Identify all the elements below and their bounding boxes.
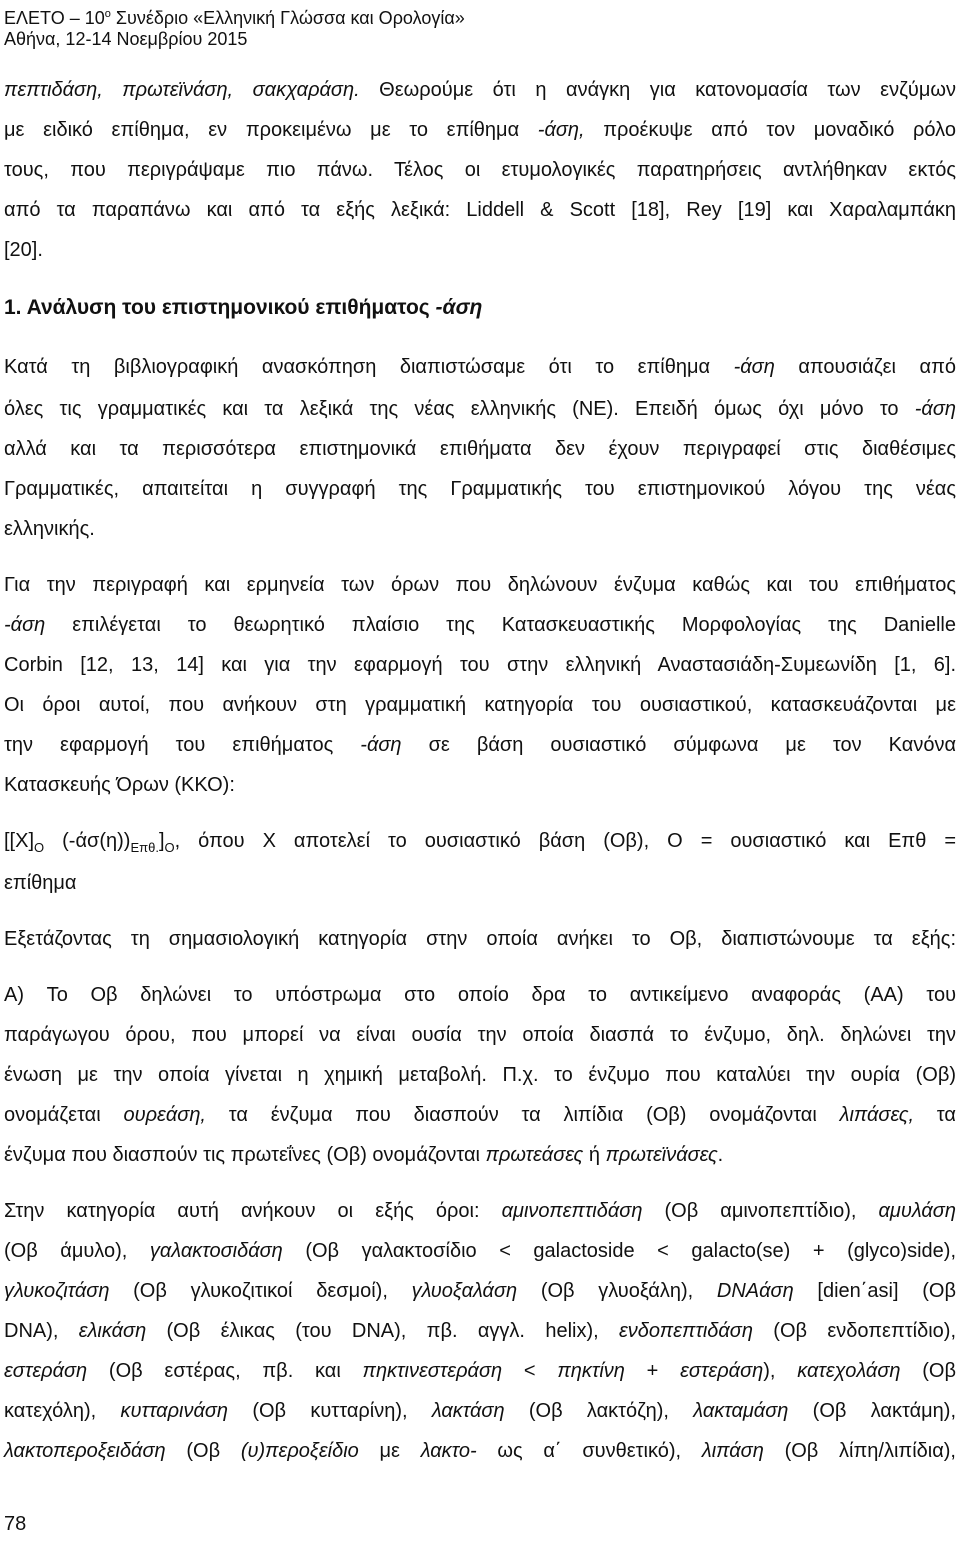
text-line: Κατασκευής Όρων (ΚΚΟ):: [4, 774, 235, 796]
text-line: την εφαρμογή του επιθήματος -άση σε βάση ουσιαστικό σύμφωνα με τον Κανόνα: [4, 734, 957, 756]
text-line: όλες τις γραμματικές και τα λεξικά της νέας ελληνικής (ΝΕ). Επειδή όμως όχι μόνο το -άση: [4, 398, 956, 420]
text-line: Κατά τη βιβλιογραφική ανασκόπηση διαπιστώσαμε ότι το επίθημα -άση απουσιάζει από: [4, 356, 956, 378]
text-line: Corbin [12, 13, 14] και για την εφαρμογή του στην ελληνική Αναστασιάδη-Συμεωνίδη [1, 6].: [4, 654, 956, 676]
text-line: παράγωγου όρου, που μπορεί να είναι ουσία την οποία διασπά το ένζυμο, δηλ. δηλώνει την: [4, 1024, 956, 1046]
text-line: επίθημα: [4, 872, 77, 894]
text-line: λακτοπεροξειδάση (Οβ (υ)περοξείδιο με λακτο- ως α΄ συνθετικό), λιπάση (Οβ λίπη/λιπίδια),: [4, 1440, 956, 1462]
text-line: Στην κατηγορία αυτή ανήκουν οι εξής όροι: αμινοπεπτιδάση (Οβ αμινοπεπτίδιο), αμυλάση: [4, 1200, 956, 1222]
text-line: DNA), ελικάση (Οβ έλικας (του DNA), πβ. αγγλ. helix), ενδοπεπτιδάση (Οβ ενδοπεπτίδιο),: [4, 1320, 957, 1342]
conference-title: ΕΛΕΤΟ – $10^o$ Συνέδριο «Ελληνική Γλώσσα και Ορολογία»: [4, 8, 465, 28]
page-number: 78: [4, 1513, 27, 1535]
text-line: εστεράση (Οβ εστέρας, πβ. και πηκτινεστεράση < πηκτίνη + εστεράση), κατεχολάση (Οβ: [4, 1360, 956, 1382]
text-line: ελληνικής.: [4, 518, 95, 540]
text-line: ένζυμα που διασπούν τις πρωτεΐνες (Οβ) ονομάζονται πρωτεάσες ή πρωτεϊνάσες.: [4, 1144, 724, 1166]
conference-date: Αθήνα, 12-14 Νοεμβρίου 2015: [4, 29, 248, 49]
text-line: [20].: [4, 239, 43, 261]
page-header: [4, 4, 465, 50]
text-line: ονομάζεται ουρεάση, τα ένζυμα που διασπούν τα λιπίδια (Οβ) ονομάζονται λιπάσες, τα: [4, 1104, 956, 1126]
text-line: Γραμματικές, απαιτείται η συγγραφή της Γραμματικής του επιστημονικού λόγου της νέας: [4, 478, 956, 500]
text-line: τους, που περιγράψαμε πιο πάνω. Τέλος οι ετυμολογικές παρατηρήσεις αντλήθηκαν εκτός: [4, 159, 956, 181]
text-line: A) Το Οβ δηλώνει το υπόστρωμα στο οποίο δρα το αντικείμενο αναφοράς (ΑΑ) του: [4, 984, 956, 1006]
text-line: από τα παραπάνω και από τα εξής λεξικά: Liddell & Scott [18], Rey [19] και Χαραλαμπάκη: [4, 199, 956, 221]
text-line: με ειδικό επίθημα, εν προκειμένω με το επίθημα -άση, προέκυψε από τον μοναδικό ρόλο: [4, 119, 956, 141]
text-line: πεπτιδάση, πρωτεϊνάση, σακχαράση. Θεωρούμε ότι η ανάγκη για κατονομασία των ενζύμων: [4, 79, 956, 101]
text-line: γλυκοζιτάση (Οβ γλυκοζιτικοί δεσμοί), γλυοξαλάση (Οβ γλυοξάλη), DNAάση [dien΄asi] (Οβ: [4, 1280, 956, 1302]
text-line: κατεχόλη), κυτταρινάση (Οβ κυτταρίνη), λακτάση (Οβ λακτόζη), λακταμάση (Οβ λακτάμη),: [4, 1400, 957, 1422]
text-line: Εξετάζοντας τη σημασιολογική κατηγορία στην οποία ανήκει το Οβ, διαπιστώνουμε τα εξής:: [4, 928, 956, 950]
formula-line: [$[X]_O$ $(-ά\sigma(\eta))_{E\pi\theta.}]_O$, όπου Χ αποτελεί το ουσιαστικό βάση (Οβ), Ο = ουσιαστικό και Επθ =: [4, 830, 957, 855]
text-line: αλλά και τα περισσότερα επιστημονικά επιθήματα δεν έχουν περιγραφεί στις διαθέσιμες: [4, 438, 956, 460]
text-line: ένωση με την οποία γίνεται η χημική μεταβολή. Π.χ. το ένζυμο που καταλύει την ουρία (Οβ): [4, 1064, 956, 1086]
text-line: -άση επιλέγεται το θεωρητικό πλαίσιο της Κατασκευαστικής Μορφολογίας της Danielle: [4, 614, 956, 636]
text-line: Για την περιγραφή και ερμηνεία των όρων που δηλώνουν ένζυμα καθώς και του επιθήματος: [4, 574, 956, 596]
text-line: (Οβ άμυλο), γαλακτοσιδάση (Οβ γαλακτοσίδιο < galactoside < galacto(se) + (glyco)side),: [4, 1240, 957, 1262]
text-line: Οι όροι αυτοί, που ανήκουν στη γραμματική κατηγορία του ουσιαστικού, κατασκευάζονται με: [4, 694, 956, 716]
section-heading: 1. Ανάλυση του επιστημονικού επιθήματος -άση: [4, 296, 483, 319]
